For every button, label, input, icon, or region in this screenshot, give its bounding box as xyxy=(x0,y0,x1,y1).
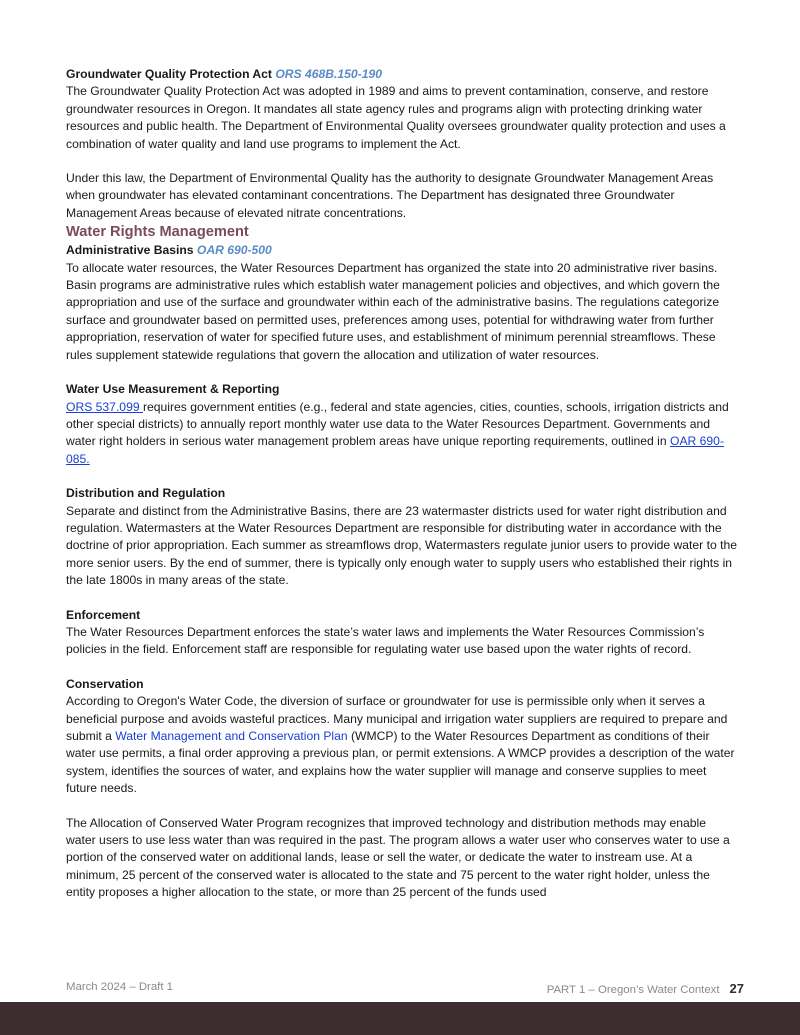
measurement-paragraph xyxy=(66,399,738,469)
page-number: 27 xyxy=(729,981,744,996)
oar-690-085-link[interactable]: OAR 690-085. xyxy=(66,434,724,466)
page-content xyxy=(66,66,738,902)
enforcement-heading: Enforcement xyxy=(66,607,141,622)
wmcp-link[interactable]: Water Management and Conservation Plan xyxy=(115,729,348,743)
conservation-paragraph-2: The Allocation of Conserved Water Program recognizes that improved technology and distribution methods may enable water users to use less water than was required in the past. The program allows a water user who conserves water to use a portion of the conserved water on additional lands, lease or sell the water, or dedicate the water to instream use. At a minimum, 25 percent of the conserved water is allocated to the state and 75 percent to the water right holder, unless the entity proposes a higher allocation to the state, or more than 25 percent of the funds used xyxy=(66,815,730,900)
gqpa-paragraph-1: The Groundwater Quality Protection Act was adopted in 1989 and aims to prevent contamination, conserve, and restore groundwater resources in Oregon. It mandates all state agency rules and programs align with protecting drinking water resources and public health. The Department of Environmental Quality oversees groundwater quality protection and uses a combination of water quality and land use programs to implement the Act. xyxy=(66,84,726,151)
distribution-paragraph: Separate and distinct from the Administrative Basins, there are 23 watermaster districts used for water right distribution and regulation. Watermasters at the Water Resources Department are responsible for distributing water in accordance with the doctrine of prior appropriation. Each summer as streamflows drop, Watermasters regulate junior users to provide water to the more senior users. By the end of summer, there is typically only enough water to supply users who established their rights in the late 1800s in many areas of the state. xyxy=(66,503,737,588)
basins-heading-line xyxy=(66,242,738,259)
basins-heading: Administrative Basins xyxy=(66,243,197,258)
footer-part-title: PART 1 – Oregon’s Water Context xyxy=(546,984,720,996)
section-title-water-rights: Water Rights Management xyxy=(66,224,249,241)
distribution-heading: Distribution and Regulation xyxy=(66,486,226,501)
conservation-heading: Conservation xyxy=(66,676,144,691)
basins-citation: OAR 690-500 xyxy=(196,243,272,258)
enforcement-paragraph: The Water Resources Department enforces the state’s water laws and implements the Water Resources Commission’s policies in the field. Enforcement staff are responsible for regulating water use based upon the water rights of record. xyxy=(66,624,705,657)
footer-right xyxy=(547,981,744,996)
gqpa-heading-line xyxy=(66,66,738,83)
ors-537-099-link[interactable]: ORS 537.099 xyxy=(66,399,143,414)
measurement-heading: Water Use Measurement & Reporting xyxy=(66,382,280,397)
conservation-text-1: According to Oregon's Water Code, the diversion of surface or groundwater for use is permissible only when it serves a beneficial purpose and avoids wasteful practices. Many municipal and irrigation water suppliers are required to prepare and submit a xyxy=(66,694,728,743)
measurement-text: requires government entities (e.g., federal and state agencies, cities, counties, schools, irrigation districts and other special districts) to annually report monthly water use data to the Water Resources Department. Governments and water right holders in serious water management problem areas have unique reporting requirements, outlined in xyxy=(66,399,729,449)
conservation-paragraph-1 xyxy=(66,693,738,797)
footer-band xyxy=(0,1002,800,1035)
gqpa-heading: Groundwater Quality Protection Act xyxy=(66,67,276,81)
conservation-text-2: (WMCP) to the Water Resources Department as conditions of their water use permits, a final order approving a previous plan, or permit extensions. A WMCP provides a description of the water system, identifies the sources of water, and explains how the water supplier will manage and conserve supplies to meet future needs. xyxy=(66,729,735,796)
basins-paragraph: To allocate water resources, the Water Resources Department has organized the state into 20 administrative river basins. Basin programs are administrative rules which establish water management policies and objectives, and which govern the appropriation and use of the surface and groundwater within each of the administrative basins. The regulations categorize surface and groundwater based on permitted uses, preferences among uses, potential for withdrawing water from further appropriation, reservation of water for specified future uses, and establishment of minimum perennial streamflows. These rules supplement statewide regulations that govern the allocation and utilization of water resources. xyxy=(66,260,720,362)
gqpa-citation: ORS 468B.150-190 xyxy=(275,67,382,81)
footer-date: March 2024 – Draft 1 xyxy=(66,981,173,993)
page-footer xyxy=(66,981,744,996)
gqpa-paragraph-2: Under this law, the Department of Environmental Quality has the authority to designate Groundwater Management Areas when groundwater has elevated contaminant concentrations. The Department has designated three Groundwater Management Areas because of elevated nitrate concentrations. xyxy=(66,171,714,220)
